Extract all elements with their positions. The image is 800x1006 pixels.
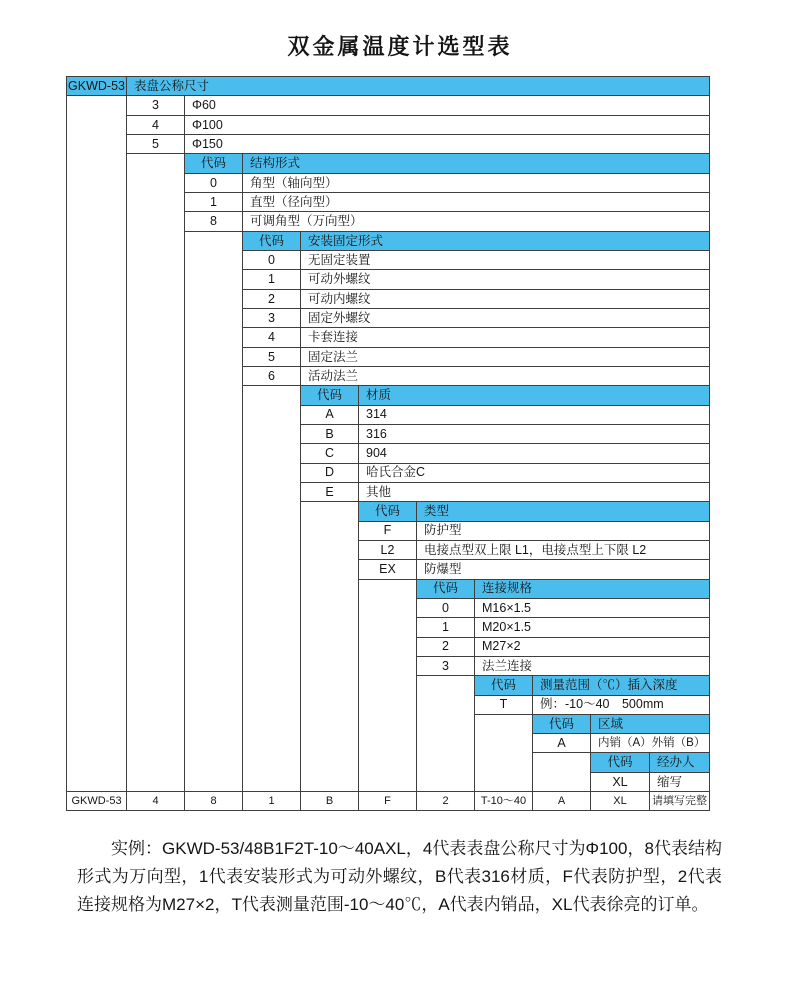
level-3-item-label: 固定法兰 (301, 348, 709, 366)
level-1-title: 表盘公称尺寸 (127, 77, 709, 95)
level-5-code-header: 代码 (359, 502, 416, 520)
summary-cell: T-10～40 (475, 792, 532, 810)
spacer-cell (185, 232, 242, 792)
level-5-item-code: L2 (359, 541, 416, 559)
level-4-code-header: 代码 (301, 386, 358, 404)
example-paragraph: 实例：GKWD-53/48B1F2T-10～40AXL，4代表表盘公称尺寸为Φ100，8代表结构形式为万向型，1代表安装形式为可动外螺纹，B代表316材质，F代表防护型，2代表连接规格为M27×2，T代表测量范围-10～40℃，A代表内销品，XL代表徐亮的订单。 (77, 839, 722, 915)
level-5-title: 类型 (417, 502, 709, 520)
level-6-item-label: 法兰连接 (475, 657, 709, 675)
level-1-item-code: 4 (127, 116, 184, 134)
level-4-item-label: 314 (359, 406, 709, 424)
level-9-title: 经办人 (650, 753, 709, 771)
level-3-item-code: 0 (243, 251, 300, 269)
level-2-item-code: 0 (185, 174, 242, 192)
level-3-item-code: 1 (243, 270, 300, 288)
level-4-item-code: D (301, 464, 358, 482)
spacer-cell (533, 753, 590, 791)
level-2-code-header: 代码 (185, 154, 242, 172)
level-6-item-label: M27×2 (475, 638, 709, 656)
level-5-item-code: F (359, 522, 416, 540)
spacer-cell (475, 715, 532, 791)
level-7-title: 测量范围（℃）插入深度 (533, 676, 709, 694)
level-3-item-label: 固定外螺纹 (301, 309, 709, 327)
summary-cell: 请填写完整 (650, 792, 709, 810)
level-3-title: 安装固定形式 (301, 232, 709, 250)
selection-table (66, 76, 710, 811)
level-3-item-label: 可动内螺纹 (301, 290, 709, 308)
level-2-item-code: 1 (185, 193, 242, 211)
level-1-item-code: 5 (127, 135, 184, 153)
level-4-item-code: C (301, 444, 358, 462)
level-1-item-label: Φ150 (185, 135, 709, 153)
spacer-cell (417, 676, 474, 791)
summary-cell: 4 (127, 792, 184, 810)
level-3-item-label: 可动外螺纹 (301, 270, 709, 288)
page-title: 双金属温度计选型表 (287, 34, 513, 59)
level-2-item-label: 可调角型（万向型） (243, 212, 709, 230)
level-7-code-header: 代码 (475, 676, 532, 694)
spacer-cell (243, 386, 300, 791)
level-6-item-label: M20×1.5 (475, 618, 709, 636)
level-8-title: 区域 (591, 715, 709, 733)
level-4-item-label: 316 (359, 425, 709, 443)
level-6-item-code: 3 (417, 657, 474, 675)
level-6-title: 连接规格 (475, 580, 709, 598)
level-6-item-label: M16×1.5 (475, 599, 709, 617)
level-4-item-label: 904 (359, 444, 709, 462)
level-4-item-label: 哈氏合金C (359, 464, 709, 482)
level-3-code-header: 代码 (243, 232, 300, 250)
level-6-item-code: 2 (417, 638, 474, 656)
spacer-cell (359, 580, 416, 792)
summary-cell: 8 (185, 792, 242, 810)
level-4-item-code: A (301, 406, 358, 424)
level-3-item-label: 无固定装置 (301, 251, 709, 269)
level-5-item-label: 电接点型双上限 L1，电接点型上下限 L2 (417, 541, 709, 559)
level-4-item-label: 其他 (359, 483, 709, 501)
level-1-item-label: Φ60 (185, 96, 709, 114)
level-4-item-code: E (301, 483, 358, 501)
level-6-item-code: 0 (417, 599, 474, 617)
level-6-code-header: 代码 (417, 580, 474, 598)
level-6-item-code: 1 (417, 618, 474, 636)
spacer-cell (67, 96, 126, 791)
level-4-title: 材质 (359, 386, 709, 404)
level-4-item-code: B (301, 425, 358, 443)
level-3-item-label: 活动法兰 (301, 367, 709, 385)
level-7-item-code: T (475, 696, 532, 714)
summary-cell: XL (591, 792, 649, 810)
summary-cell: F (359, 792, 416, 810)
level-9-item-code: XL (591, 773, 649, 791)
level-2-item-label: 角型（轴向型） (243, 174, 709, 192)
summary-cell: A (533, 792, 590, 810)
summary-cell: B (301, 792, 358, 810)
level-1-item-label: Φ100 (185, 116, 709, 134)
level-8-item-label: 内销（A）外销（B） (591, 734, 709, 752)
level-3-item-code: 5 (243, 348, 300, 366)
level-9-item-label: 缩写 (650, 773, 709, 791)
level-3-item-code: 4 (243, 328, 300, 346)
level-8-item-code: A (533, 734, 590, 752)
level-2-title: 结构形式 (243, 154, 709, 172)
level-5-item-label: 防爆型 (417, 560, 709, 578)
level-7-item-label: 例：-10～40 500mm (533, 696, 709, 714)
summary-cell: 2 (417, 792, 474, 810)
level-3-item-code: 2 (243, 290, 300, 308)
spacer-cell (127, 154, 184, 791)
summary-cell: 1 (243, 792, 300, 810)
level-3-item-code: 3 (243, 309, 300, 327)
level-2-item-label: 直型（径向型） (243, 193, 709, 211)
level-9-code-header: 代码 (591, 753, 649, 771)
level-2-item-code: 8 (185, 212, 242, 230)
level-5-item-code: EX (359, 560, 416, 578)
level-1-item-code: 3 (127, 96, 184, 114)
level-3-item-label: 卡套连接 (301, 328, 709, 346)
level-3-item-code: 6 (243, 367, 300, 385)
level-8-code-header: 代码 (533, 715, 590, 733)
summary-cell: GKWD-53 (67, 792, 126, 810)
spacer-cell (301, 502, 358, 791)
model-header-cell: GKWD-53 (67, 77, 126, 95)
level-5-item-label: 防护型 (417, 522, 709, 540)
